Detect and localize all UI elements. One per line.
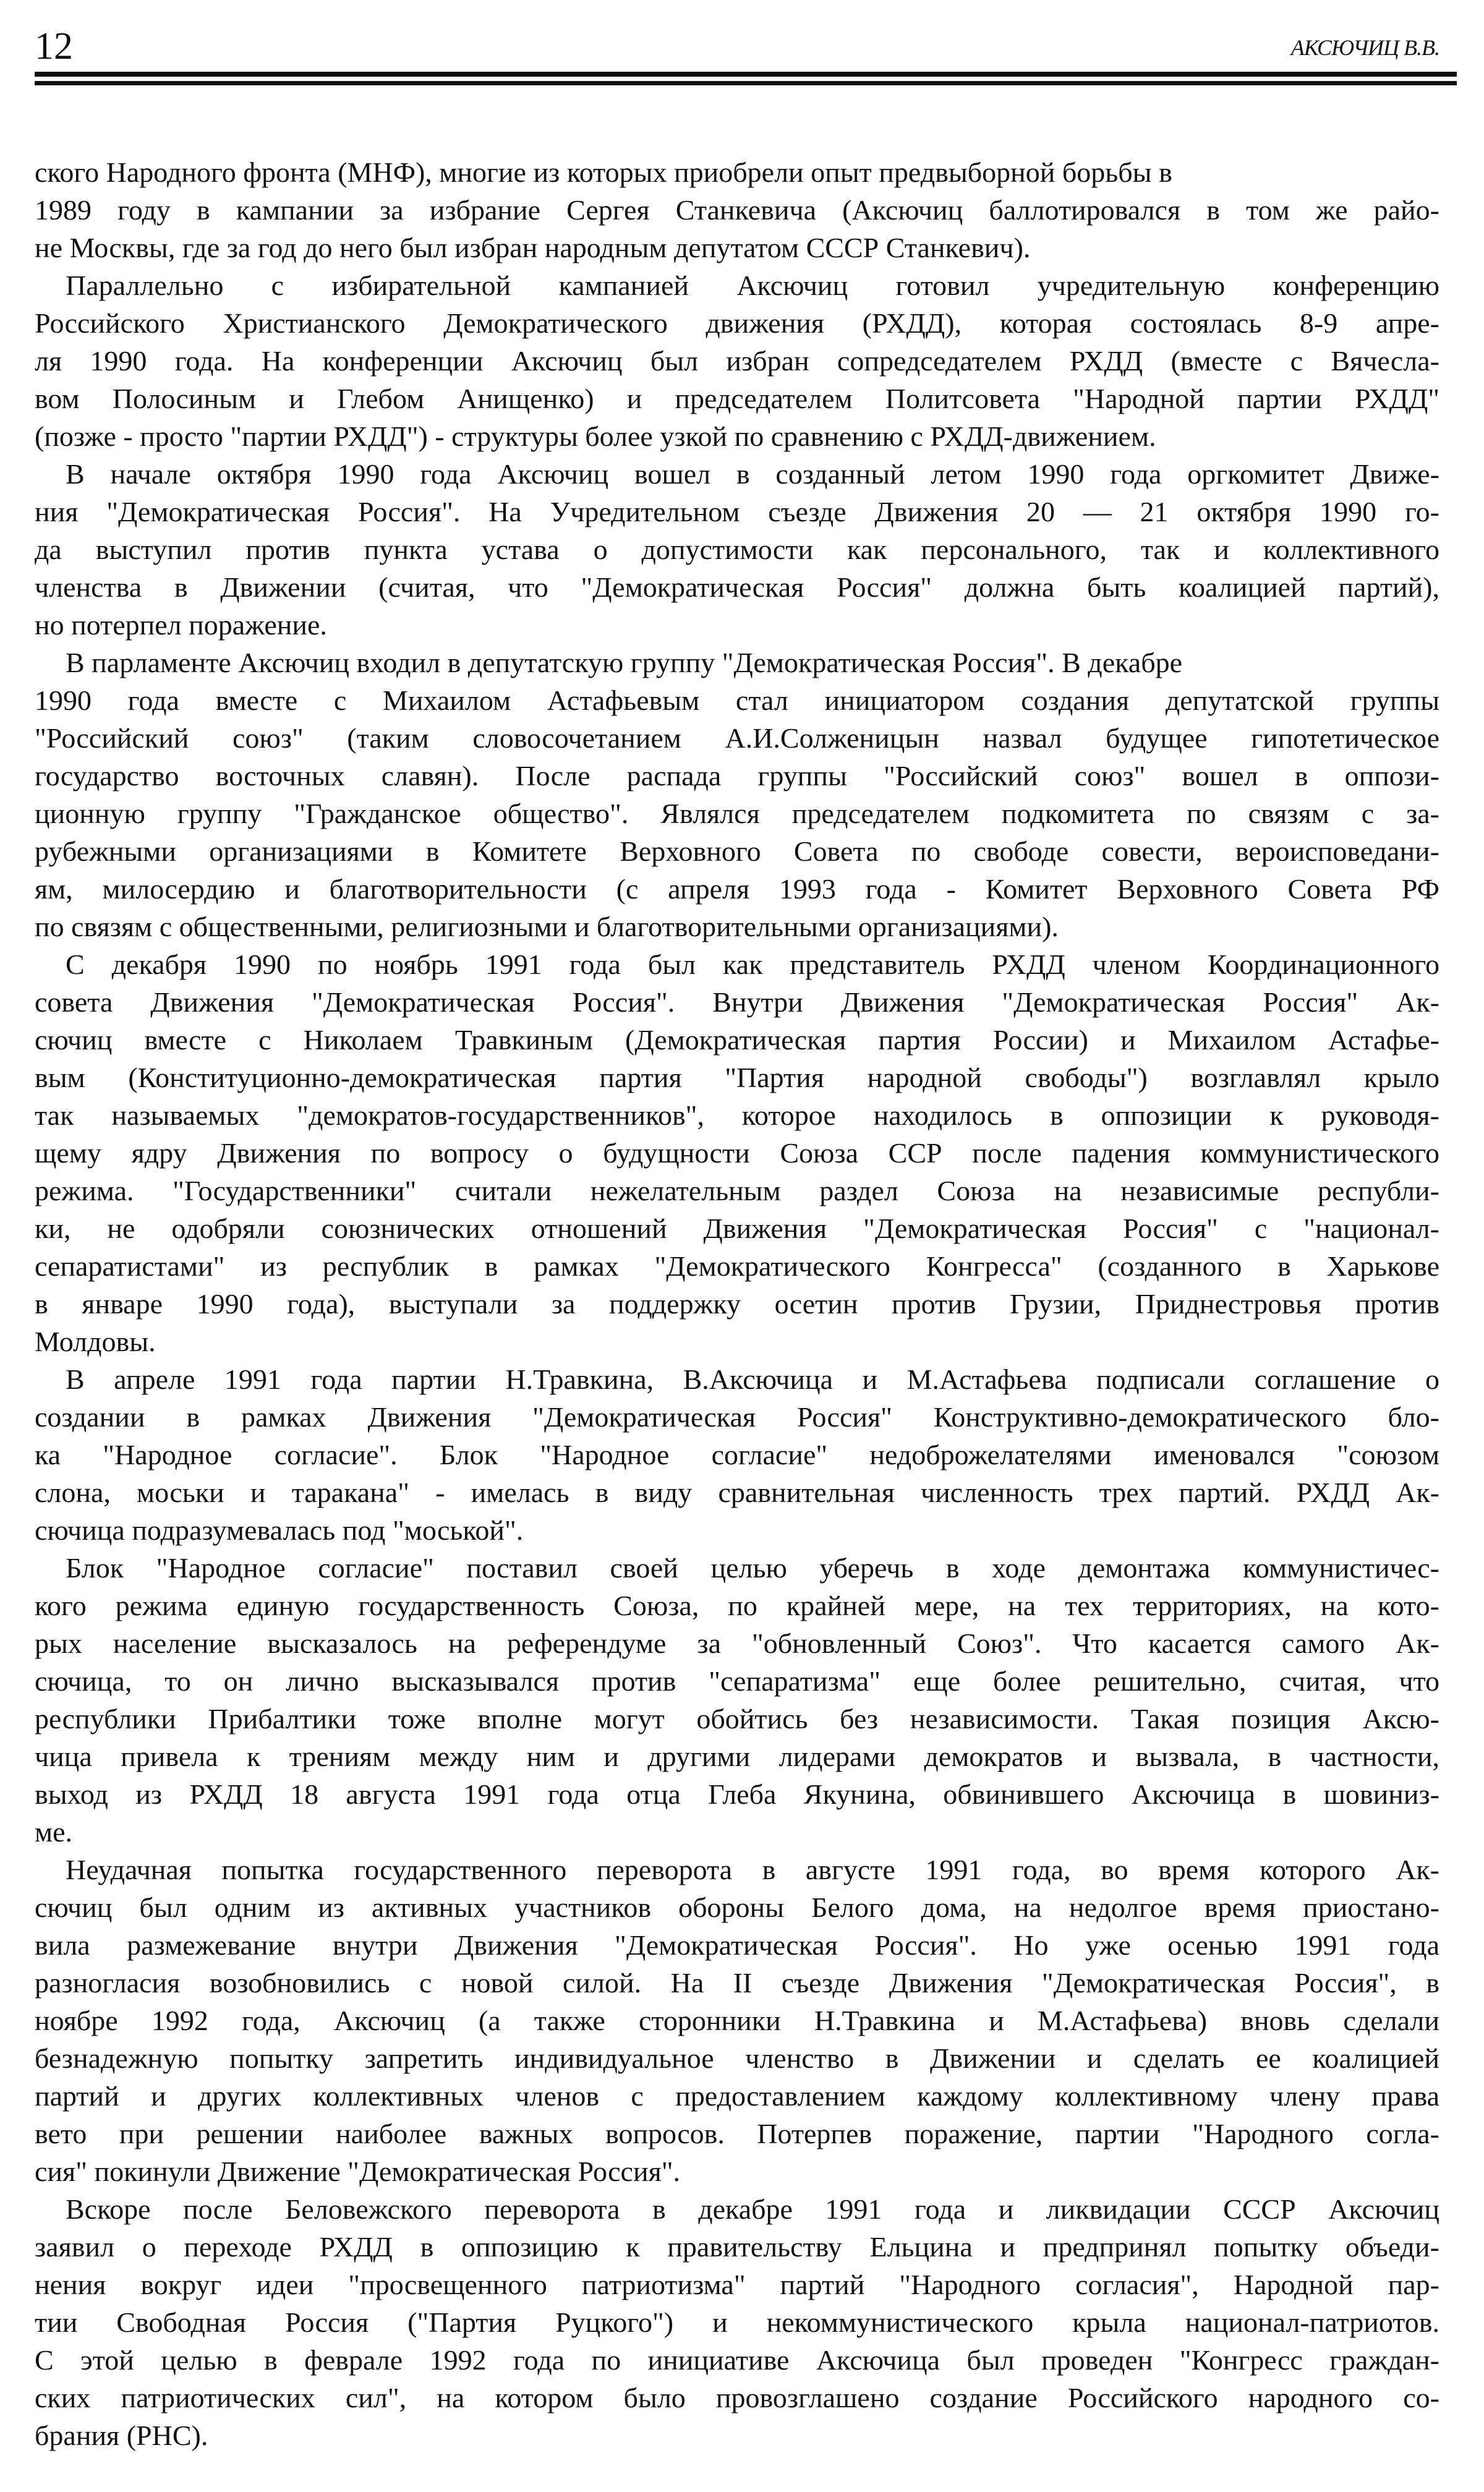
- text-line: вом Полосиным и Глебом Анищенко) и председателем Политсовета "Народной партии РХДД": [35, 383, 1439, 414]
- text-line: партий и других коллективных членов с предоставлением каждому коллективному члену права: [35, 2080, 1439, 2112]
- paragraph: [35, 267, 1439, 455]
- text-line: ционную группу "Гражданское общество". Являлся председателем подкомитета по связям с за-: [35, 798, 1439, 829]
- text-line: Российского Христианского Демократического движения (РХДД), которая состоялась 8-9 апре-: [35, 307, 1439, 339]
- text-line: так называемых "демократов-государственников", которое находилось в оппозиции к руководя-: [35, 1099, 1439, 1131]
- text-line: режима. "Государственники" считали нежелательным раздел Союза на независимые республи-: [35, 1175, 1439, 1206]
- text-line: сючица, то он лично высказывался против "сепаратизма" еще более решительно, считая, что: [35, 1665, 1439, 1697]
- paragraph: [35, 455, 1439, 644]
- header-rule-top: [35, 72, 1457, 77]
- paragraph: [35, 945, 1439, 1360]
- text-line: совета Движения "Демократическая Россия". Внутри Движения "Демократическая Россия" Ак-: [35, 986, 1439, 1018]
- text-line: щему ядру Движения по вопросу о будущности Союза ССР после падения коммунистического: [35, 1137, 1439, 1169]
- text-line: Молдовы.: [35, 1326, 156, 1357]
- text-line: вила размежевание внутри Движения "Демократическая Россия". Но уже осенью 1991 года: [35, 1929, 1439, 1961]
- text-line: по связям с общественными, религиозными и благотворительными организациями).: [35, 911, 1059, 942]
- text-line: в январе 1990 года), выступали за поддержку осетин против Грузии, Приднестровья против: [35, 1288, 1439, 1320]
- text-line: чица привела к трениям между ним и другими лидерами демократов и вызвала, в частности,: [35, 1741, 1439, 1772]
- paragraph: [35, 644, 1439, 945]
- paragraph: [35, 1851, 1439, 2190]
- text-line: безнадежную попытку запретить индивидуальное членство в Движении и сделать ее коалицией: [35, 2042, 1439, 2074]
- text-line: вето при решении наиболее важных вопросов. Потерпев поражение, партии "Народного согла-: [35, 2118, 1439, 2149]
- text-line: рубежными организациями в Комитете Верховного Совета по свободе совести, вероисповедани-: [35, 835, 1439, 867]
- text-line: (позже - просто "партии РХДД") - структуры более узкой по сравнению с РХДД-движением.: [35, 420, 1156, 452]
- text-line: сепаратистами" из республик в рамках "Демократического Конгресса" (созданного в Харькове: [35, 1250, 1439, 1282]
- page-number: 12: [35, 25, 73, 67]
- text-line: "Российский союз" (таким словосочетанием А.И.Солженицын назвал будущее гипотетическое: [35, 722, 1439, 754]
- text-line: ноябре 1992 года, Аксючиц (а также сторонники Н.Травкина и М.Астафьева) вновь сделали: [35, 2005, 1439, 2036]
- text-line: ских патриотических сил", на котором было провозглашено создание Российского народного со-: [35, 2382, 1439, 2413]
- text-line: ка "Народное согласие". Блок "Народное согласие" недоброжелателями именовался "союзом: [35, 1439, 1439, 1470]
- text-line: вым (Конституционно-демократическая партия "Партия народной свободы") возглавлял крыло: [35, 1062, 1439, 1093]
- text-line: С этой целью в феврале 1992 года по инициативе Аксючица был проведен "Конгресс граждан-: [35, 2344, 1439, 2376]
- text-line: не Москвы, где за год до него был избран народным депутатом СССР Станкевич).: [35, 232, 1031, 263]
- text-line: тии Свободная Россия ("Партия Руцкого") и некоммунистического крыла национал-патриотов.: [35, 2306, 1439, 2338]
- text-line: ля 1990 года. На конференции Аксючиц был избран сопредседателем РХДД (вместе с Вячесла-: [35, 345, 1439, 377]
- text-line: ния "Демократическая Россия". На Учредительном съезде Движения 20 — 21 октября 1990 го-: [35, 496, 1439, 527]
- text-line: но потерпел поражение.: [35, 609, 327, 641]
- text-line: С декабря 1990 по ноябрь 1991 года был как представитель РХДД членом Координационного: [66, 949, 1439, 980]
- text-line: сючиц вместе с Николаем Травкиным (Демократическая партия России) и Михаилом Астафье-: [35, 1024, 1439, 1056]
- text-line: Блок "Народное согласие" поставил своей целью уберечь в ходе демонтажа коммунистичес-: [66, 1552, 1439, 1584]
- text-line: ям, милосердию и благотворительности (с апреля 1993 года - Комитет Верховного Совета РФ: [35, 873, 1439, 905]
- text-line: В апреле 1991 года партии Н.Травкина, В.Аксючица и М.Астафьева подписали соглашение о: [66, 1363, 1439, 1395]
- text-line: республики Прибалтики тоже вполне могут обойтись без независимости. Такая позиция Аксю-: [35, 1703, 1439, 1735]
- paragraph: [35, 1549, 1439, 1851]
- text-line: ского Народного фронта (МНФ), многие из которых приобрели опыт предвыборной борьбы в: [35, 156, 1172, 188]
- text-line: кого режима единую государственность Союза, по крайней мере, на тех территориях, на кото-: [35, 1590, 1439, 1621]
- text-line: рых население высказалось на референдуме за "обновленный Союз". Что касается самого Ак-: [35, 1628, 1439, 1659]
- paragraph: [35, 153, 1439, 267]
- text-line: слона, моськи и таракана" - имелась в виду сравнительная численность трех партий. РХДД Ак-: [35, 1477, 1439, 1508]
- header-rule-bottom: [35, 81, 1457, 85]
- text-line: нения вокруг идеи "просвещенного патриотизма" партий "Народного согласия", Народной пар-: [35, 2269, 1439, 2300]
- text-line: создании в рамках Движения "Демократическая Россия" Конструктивно-демократического бло-: [35, 1401, 1439, 1433]
- text-line: Параллельно с избирательной кампанией Аксючиц готовил учредительную конференцию: [66, 270, 1439, 301]
- text-line: В начале октября 1990 года Аксючиц вошел в созданный летом 1990 года оргкомитет Движе-: [66, 458, 1439, 490]
- paragraph: [35, 1360, 1439, 1549]
- text-line: 1990 года вместе с Михаилом Астафьевым стал инициатором создания депутатской группы: [35, 685, 1439, 716]
- text-line: членства в Движении (считая, что "Демократическая Россия" должна быть коалицией партий),: [35, 571, 1439, 603]
- text-line: да выступил против пункта устава о допустимости как персонального, так и коллективного: [35, 534, 1439, 565]
- text-line: государство восточных славян). После распада группы "Российский союз" вошел в оппози-: [35, 760, 1439, 792]
- text-line: Неудачная попытка государственного переворота в августе 1991 года, во время которого Ак-: [66, 1854, 1439, 1885]
- text-line: ки, не одобряли союзнических отношений Движения "Демократическая Россия" с "национал-: [35, 1213, 1439, 1244]
- text-line: брания (РНС).: [35, 2420, 208, 2451]
- text-line: В парламенте Аксючиц входил в депутатскую группу "Демократическая Россия". В декабре: [66, 647, 1183, 678]
- text-line: сючица подразумевалась под "моськой".: [35, 1514, 524, 1546]
- running-title: АКСЮЧИЦ В.В.: [1290, 35, 1439, 60]
- text-line: сия" покинули Движение "Демократическая Россия".: [35, 2156, 681, 2187]
- text-line: заявил о переходе РХДД в оппозицию к правительству Ельцина и предпринял попытку объеди-: [35, 2231, 1439, 2263]
- text-line: 1989 году в кампании за избрание Сергея Станкевича (Аксючиц баллотировался в том же райо-: [35, 194, 1439, 226]
- text-line: разногласия возобновились с новой силой. На II съезде Движения "Демократическая Россия", в: [35, 1967, 1439, 1999]
- text-line: Вскоре после Беловежского переворота в декабре 1991 года и ликвидации СССР Аксючиц: [66, 2193, 1439, 2225]
- paragraph: [35, 2190, 1439, 2454]
- text-line: ме.: [35, 1816, 73, 1848]
- body-text: [35, 153, 1439, 2454]
- text-line: сючиц был одним из активных участников обороны Белого дома, на недолгое время приостано-: [35, 1892, 1439, 1923]
- text-line: выход из РХДД 18 августа 1991 года отца Глеба Якунина, обвинившего Аксючица в шовиниз-: [35, 1778, 1439, 1810]
